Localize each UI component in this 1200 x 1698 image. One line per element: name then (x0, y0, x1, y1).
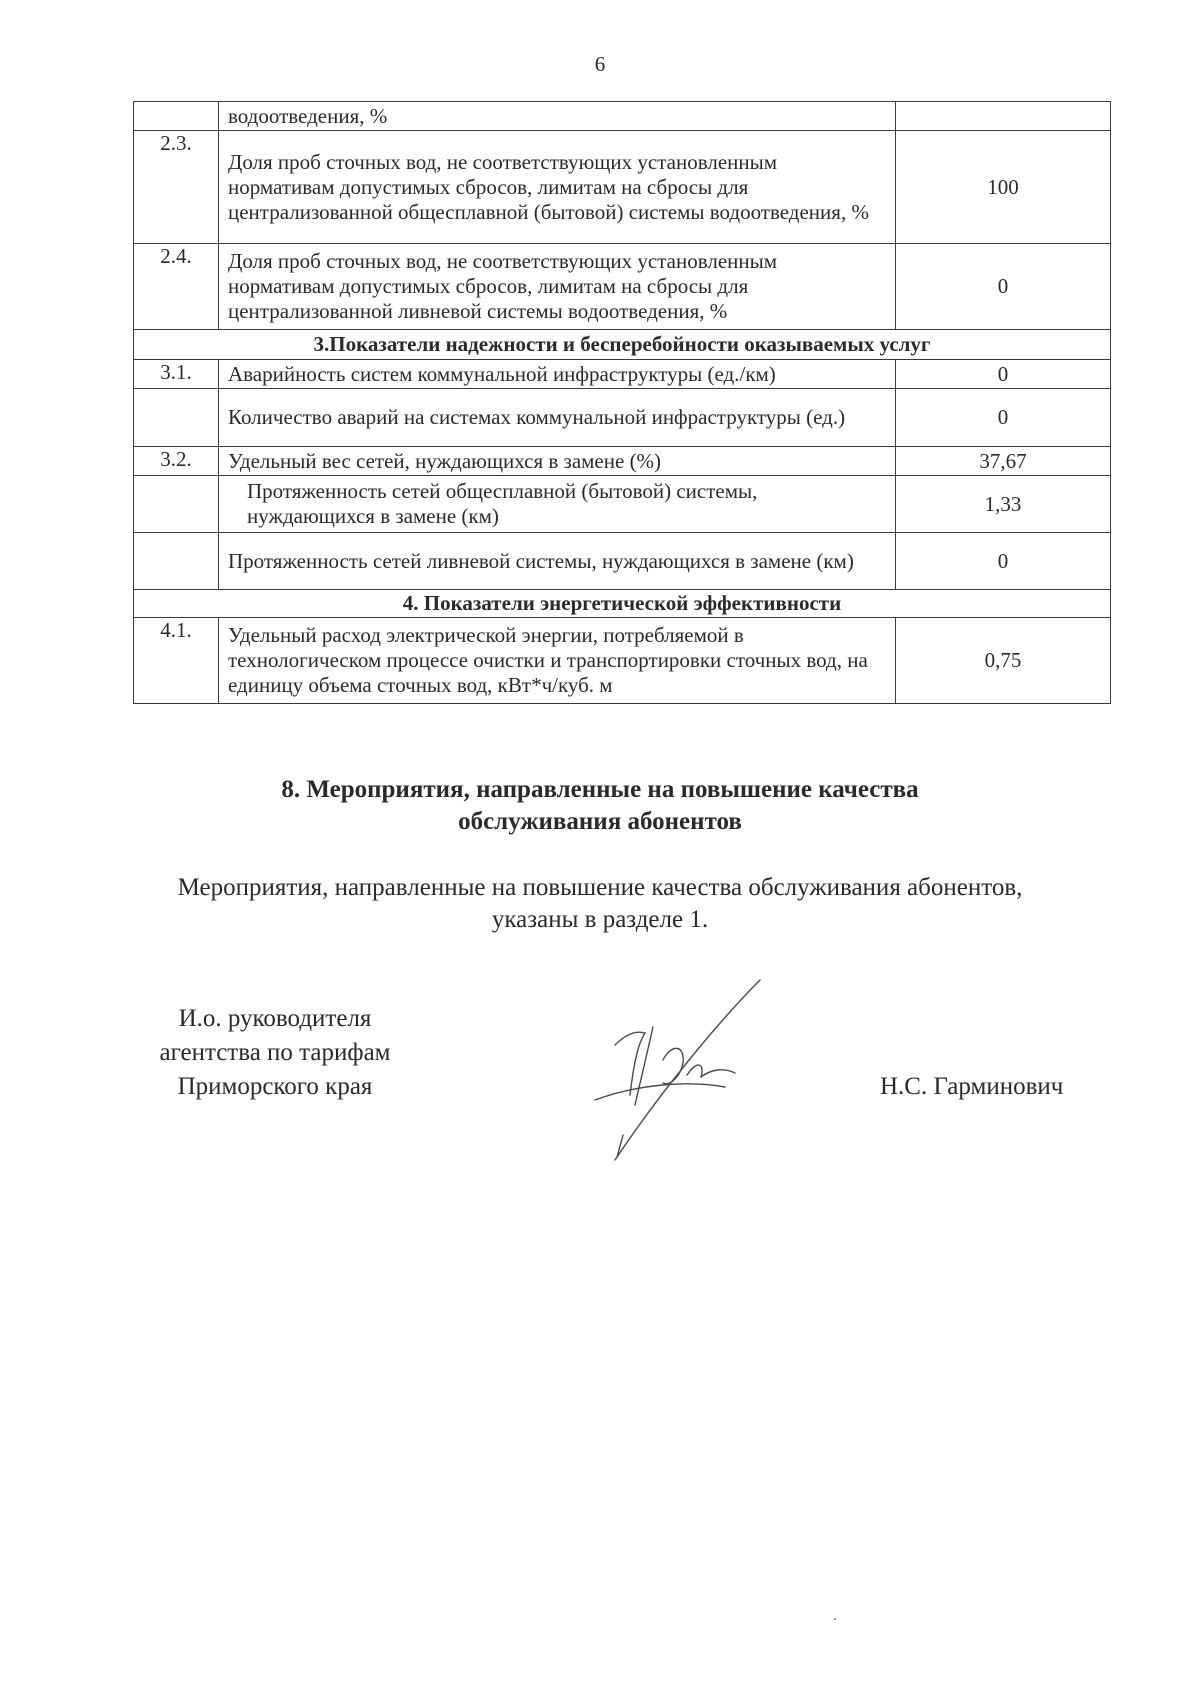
row-description: Удельный вес сетей, нуждающихся в замене (%) (219, 447, 896, 476)
section-title: 3.Показатели надежности и бесперебойности оказываемых услуг (134, 330, 1111, 360)
row-value: 0 (896, 533, 1111, 590)
row-number (134, 102, 219, 131)
table-row (134, 533, 1111, 590)
row-description: Доля проб сточных вод, не соответствующих установленным нормативам допустимых сбросов, лимитам на сбросы для централизованной общесплавной (бытовой) системы водоотведения, % (219, 131, 896, 244)
heading-line: обслуживания абонентов (458, 808, 742, 835)
heading-line: 8. Мероприятия, направленные на повышение качества (281, 776, 919, 803)
row-value: 0 (896, 360, 1111, 389)
row-description: Протяженность сетей ливневой системы, нуждающихся в замене (км) (219, 533, 896, 590)
table-row (134, 447, 1111, 476)
section-title: 4. Показатели энергетической эффективности (134, 590, 1111, 618)
indicators-table (133, 101, 1111, 704)
row-value: 100 (896, 131, 1111, 244)
text-line: указаны в разделе 1. (491, 906, 709, 933)
signatory-title (130, 1002, 420, 1104)
row-number (134, 533, 219, 590)
page-number: 6 (594, 52, 606, 76)
scan-speck (834, 1618, 836, 1620)
row-number (134, 389, 219, 447)
row-description: водоотведения, % (219, 102, 896, 131)
row-value (896, 102, 1111, 131)
table-row (134, 244, 1111, 330)
row-number: 4.1. (134, 618, 219, 704)
row-value: 0,75 (896, 618, 1111, 704)
title-line: И.о. руководителя (178, 1005, 372, 1032)
table-row (134, 389, 1111, 447)
signatory-name: Н.С. Гарминович (880, 1073, 1064, 1100)
section-row (134, 330, 1111, 360)
table-row (134, 476, 1111, 533)
row-number: 2.3. (134, 131, 219, 244)
row-description: Протяженность сетей общесплавной (бытовой) системы, нуждающихся в замене (км) (219, 476, 896, 533)
row-value: 1,33 (896, 476, 1111, 533)
row-number (134, 476, 219, 533)
row-description: Аварийность систем коммунальной инфраструктуры (ед./км) (219, 360, 896, 389)
signature-image (575, 975, 795, 1165)
table-row (134, 360, 1111, 389)
section-row (134, 590, 1111, 618)
row-value: 37,67 (896, 447, 1111, 476)
row-description: Количество аварий на системах коммунальной инфраструктуры (ед.) (219, 389, 896, 447)
row-number: 3.2. (134, 447, 219, 476)
title-line: агентства по тарифам (159, 1039, 391, 1066)
table-row (134, 102, 1111, 131)
table-row (134, 618, 1111, 704)
row-number: 2.4. (134, 244, 219, 330)
table-row (134, 131, 1111, 244)
text-line: Мероприятия, направленные на повышение качества обслуживания абонентов, (177, 874, 1023, 901)
title-line: Приморского края (177, 1073, 373, 1100)
row-number: 3.1. (134, 360, 219, 389)
row-value: 0 (896, 244, 1111, 330)
row-description: Удельный расход электрической энергии, потребляемой в технологическом процессе очистки и транспортировки сточных вод, на единицу объема сточных вод, кВт*ч/куб. м (219, 618, 896, 704)
section-8-text (0, 872, 1200, 936)
row-description: Доля проб сточных вод, не соответствующих установленным нормативам допустимых сбросов, лимитам на сбросы для централизованной ливневой системы водоотведения, % (219, 244, 896, 330)
row-value: 0 (896, 389, 1111, 447)
section-8-heading (0, 774, 1200, 838)
